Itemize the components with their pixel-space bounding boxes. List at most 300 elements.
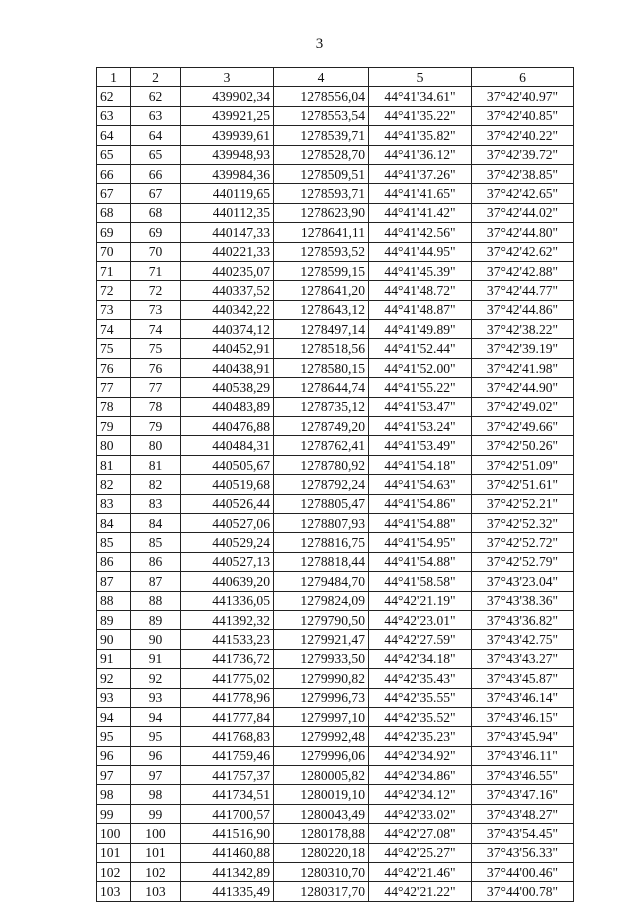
y-coordinate-cell: 1279997,10	[274, 707, 369, 726]
longitude-cell: 37°42'51.61"	[472, 475, 574, 494]
point-number-cell: 96	[97, 746, 131, 765]
x-coordinate-cell: 441460,88	[181, 843, 274, 862]
vertex-number-cell: 91	[131, 649, 181, 668]
y-coordinate-cell: 1278805,47	[274, 494, 369, 513]
x-coordinate-cell: 440112,35	[181, 203, 274, 222]
x-coordinate-cell: 439948,93	[181, 145, 274, 164]
latitude-cell: 44°42'25.27"	[369, 843, 472, 862]
longitude-cell: 37°42'38.22"	[472, 320, 574, 339]
longitude-cell: 37°43'43.27"	[472, 649, 574, 668]
longitude-cell: 37°42'42.65"	[472, 184, 574, 203]
latitude-cell: 44°41'48.72"	[369, 281, 472, 300]
vertex-number-cell: 93	[131, 688, 181, 707]
point-number-cell: 87	[97, 572, 131, 591]
vertex-number-cell: 73	[131, 300, 181, 319]
x-coordinate-cell: 441768,83	[181, 727, 274, 746]
table-row	[97, 242, 574, 261]
table-row	[97, 436, 574, 455]
y-coordinate-cell: 1280019,10	[274, 785, 369, 804]
y-coordinate-cell: 1279933,50	[274, 649, 369, 668]
point-number-cell: 97	[97, 766, 131, 785]
longitude-cell: 37°44'00.46"	[472, 863, 574, 882]
y-coordinate-cell: 1278641,20	[274, 281, 369, 300]
vertex-number-cell: 77	[131, 378, 181, 397]
vertex-number-cell: 67	[131, 184, 181, 203]
longitude-cell: 37°43'48.27"	[472, 804, 574, 823]
longitude-cell: 37°43'46.11"	[472, 746, 574, 765]
longitude-cell: 37°42'39.72"	[472, 145, 574, 164]
latitude-cell: 44°41'54.95"	[369, 533, 472, 552]
vertex-number-cell: 65	[131, 145, 181, 164]
y-coordinate-cell: 1279990,82	[274, 669, 369, 688]
latitude-cell: 44°41'53.47"	[369, 397, 472, 416]
table-row	[97, 223, 574, 242]
longitude-cell: 37°42'52.72"	[472, 533, 574, 552]
longitude-cell: 37°43'45.87"	[472, 669, 574, 688]
longitude-cell: 37°42'39.19"	[472, 339, 574, 358]
table-row	[97, 494, 574, 513]
point-number-cell: 67	[97, 184, 131, 203]
column-header: 2	[131, 68, 181, 87]
y-coordinate-cell: 1280220,18	[274, 843, 369, 862]
latitude-cell: 44°42'33.02"	[369, 804, 472, 823]
x-coordinate-cell: 441392,32	[181, 610, 274, 629]
latitude-cell: 44°42'27.59"	[369, 630, 472, 649]
latitude-cell: 44°42'35.23"	[369, 727, 472, 746]
table-row	[97, 87, 574, 106]
vertex-number-cell: 83	[131, 494, 181, 513]
y-coordinate-cell: 1279921,47	[274, 630, 369, 649]
longitude-cell: 37°42'49.02"	[472, 397, 574, 416]
table-row	[97, 630, 574, 649]
table-row	[97, 688, 574, 707]
x-coordinate-cell: 439902,34	[181, 87, 274, 106]
y-coordinate-cell: 1278593,71	[274, 184, 369, 203]
longitude-cell: 37°43'38.36"	[472, 591, 574, 610]
column-header: 6	[472, 68, 574, 87]
y-coordinate-cell: 1278807,93	[274, 513, 369, 532]
vertex-number-cell: 70	[131, 242, 181, 261]
longitude-cell: 37°43'46.55"	[472, 766, 574, 785]
y-coordinate-cell: 1279824,09	[274, 591, 369, 610]
x-coordinate-cell: 440342,22	[181, 300, 274, 319]
y-coordinate-cell: 1278818,44	[274, 552, 369, 571]
table-row	[97, 669, 574, 688]
point-number-cell: 92	[97, 669, 131, 688]
point-number-cell: 64	[97, 126, 131, 145]
latitude-cell: 44°41'35.82"	[369, 126, 472, 145]
vertex-number-cell: 72	[131, 281, 181, 300]
point-number-cell: 103	[97, 882, 131, 901]
x-coordinate-cell: 440505,67	[181, 455, 274, 474]
vertex-number-cell: 102	[131, 863, 181, 882]
point-number-cell: 65	[97, 145, 131, 164]
coordinates-table	[96, 67, 574, 902]
vertex-number-cell: 90	[131, 630, 181, 649]
table-row	[97, 863, 574, 882]
table-row	[97, 533, 574, 552]
y-coordinate-cell: 1279992,48	[274, 727, 369, 746]
vertex-number-cell: 103	[131, 882, 181, 901]
x-coordinate-cell: 441335,49	[181, 882, 274, 901]
x-coordinate-cell: 439939,61	[181, 126, 274, 145]
y-coordinate-cell: 1278780,92	[274, 455, 369, 474]
latitude-cell: 44°41'36.12"	[369, 145, 472, 164]
vertex-number-cell: 86	[131, 552, 181, 571]
longitude-cell: 37°43'45.94"	[472, 727, 574, 746]
column-header: 4	[274, 68, 369, 87]
latitude-cell: 44°41'54.63"	[369, 475, 472, 494]
y-coordinate-cell: 1280310,70	[274, 863, 369, 882]
point-number-cell: 99	[97, 804, 131, 823]
x-coordinate-cell: 441734,51	[181, 785, 274, 804]
longitude-cell: 37°42'44.86"	[472, 300, 574, 319]
y-coordinate-cell: 1278792,24	[274, 475, 369, 494]
latitude-cell: 44°41'54.18"	[369, 455, 472, 474]
longitude-cell: 37°42'42.62"	[472, 242, 574, 261]
longitude-cell: 37°43'47.16"	[472, 785, 574, 804]
y-coordinate-cell: 1278735,12	[274, 397, 369, 416]
longitude-cell: 37°42'52.32"	[472, 513, 574, 532]
table-row	[97, 707, 574, 726]
table-row	[97, 261, 574, 280]
latitude-cell: 44°41'54.86"	[369, 494, 472, 513]
point-number-cell: 62	[97, 87, 131, 106]
vertex-number-cell: 98	[131, 785, 181, 804]
x-coordinate-cell: 440519,68	[181, 475, 274, 494]
vertex-number-cell: 63	[131, 106, 181, 125]
table-row	[97, 804, 574, 823]
vertex-number-cell: 92	[131, 669, 181, 688]
x-coordinate-cell: 440527,06	[181, 513, 274, 532]
vertex-number-cell: 97	[131, 766, 181, 785]
vertex-number-cell: 64	[131, 126, 181, 145]
longitude-cell: 37°42'44.77"	[472, 281, 574, 300]
longitude-cell: 37°43'46.14"	[472, 688, 574, 707]
table-row	[97, 475, 574, 494]
column-header: 1	[97, 68, 131, 87]
latitude-cell: 44°41'53.24"	[369, 417, 472, 436]
table-row	[97, 358, 574, 377]
y-coordinate-cell: 1278816,75	[274, 533, 369, 552]
point-number-cell: 68	[97, 203, 131, 222]
vertex-number-cell: 95	[131, 727, 181, 746]
x-coordinate-cell: 440476,88	[181, 417, 274, 436]
latitude-cell: 44°42'34.18"	[369, 649, 472, 668]
point-number-cell: 73	[97, 300, 131, 319]
point-number-cell: 82	[97, 475, 131, 494]
x-coordinate-cell: 440119,65	[181, 184, 274, 203]
table-row	[97, 145, 574, 164]
y-coordinate-cell: 1278528,70	[274, 145, 369, 164]
table-row	[97, 378, 574, 397]
table-row	[97, 106, 574, 125]
table-row	[97, 610, 574, 629]
point-number-cell: 70	[97, 242, 131, 261]
vertex-number-cell: 99	[131, 804, 181, 823]
vertex-number-cell: 62	[131, 87, 181, 106]
table-row	[97, 417, 574, 436]
longitude-cell: 37°42'41.98"	[472, 358, 574, 377]
vertex-number-cell: 100	[131, 824, 181, 843]
table-body	[97, 87, 574, 901]
y-coordinate-cell: 1278539,71	[274, 126, 369, 145]
y-coordinate-cell: 1278749,20	[274, 417, 369, 436]
vertex-number-cell: 79	[131, 417, 181, 436]
table-row	[97, 126, 574, 145]
point-number-cell: 71	[97, 261, 131, 280]
vertex-number-cell: 81	[131, 455, 181, 474]
table-row	[97, 591, 574, 610]
vertex-number-cell: 66	[131, 164, 181, 183]
x-coordinate-cell: 439984,36	[181, 164, 274, 183]
vertex-number-cell: 68	[131, 203, 181, 222]
point-number-cell: 86	[97, 552, 131, 571]
table-row	[97, 785, 574, 804]
x-coordinate-cell: 440374,12	[181, 320, 274, 339]
vertex-number-cell: 76	[131, 358, 181, 377]
x-coordinate-cell: 440221,33	[181, 242, 274, 261]
point-number-cell: 69	[97, 223, 131, 242]
x-coordinate-cell: 440483,89	[181, 397, 274, 416]
longitude-cell: 37°43'56.33"	[472, 843, 574, 862]
y-coordinate-cell: 1278599,15	[274, 261, 369, 280]
table-row	[97, 727, 574, 746]
vertex-number-cell: 80	[131, 436, 181, 455]
point-number-cell: 102	[97, 863, 131, 882]
table-row	[97, 203, 574, 222]
x-coordinate-cell: 440529,24	[181, 533, 274, 552]
point-number-cell: 93	[97, 688, 131, 707]
longitude-cell: 37°43'23.04"	[472, 572, 574, 591]
x-coordinate-cell: 440235,07	[181, 261, 274, 280]
longitude-cell: 37°42'52.21"	[472, 494, 574, 513]
longitude-cell: 37°42'40.85"	[472, 106, 574, 125]
y-coordinate-cell: 1278643,12	[274, 300, 369, 319]
x-coordinate-cell: 441700,57	[181, 804, 274, 823]
point-number-cell: 80	[97, 436, 131, 455]
latitude-cell: 44°42'35.55"	[369, 688, 472, 707]
table-row	[97, 320, 574, 339]
latitude-cell: 44°42'35.52"	[369, 707, 472, 726]
longitude-cell: 37°43'42.75"	[472, 630, 574, 649]
x-coordinate-cell: 441775,02	[181, 669, 274, 688]
latitude-cell: 44°42'35.43"	[369, 669, 472, 688]
latitude-cell: 44°42'27.08"	[369, 824, 472, 843]
point-number-cell: 100	[97, 824, 131, 843]
longitude-cell: 37°42'49.66"	[472, 417, 574, 436]
x-coordinate-cell: 440538,29	[181, 378, 274, 397]
x-coordinate-cell: 441336,05	[181, 591, 274, 610]
latitude-cell: 44°41'55.22"	[369, 378, 472, 397]
point-number-cell: 101	[97, 843, 131, 862]
point-number-cell: 90	[97, 630, 131, 649]
point-number-cell: 88	[97, 591, 131, 610]
latitude-cell: 44°41'45.39"	[369, 261, 472, 280]
latitude-cell: 44°41'54.88"	[369, 552, 472, 571]
table-row	[97, 184, 574, 203]
point-number-cell: 91	[97, 649, 131, 668]
latitude-cell: 44°42'21.46"	[369, 863, 472, 882]
latitude-cell: 44°41'41.65"	[369, 184, 472, 203]
x-coordinate-cell: 441778,96	[181, 688, 274, 707]
point-number-cell: 77	[97, 378, 131, 397]
longitude-cell: 37°42'44.80"	[472, 223, 574, 242]
y-coordinate-cell: 1278580,15	[274, 358, 369, 377]
y-coordinate-cell: 1278623,90	[274, 203, 369, 222]
y-coordinate-cell: 1278518,56	[274, 339, 369, 358]
page-number: 3	[315, 36, 324, 52]
latitude-cell: 44°42'21.22"	[369, 882, 472, 901]
longitude-cell: 37°42'52.79"	[472, 552, 574, 571]
table-row	[97, 455, 574, 474]
table-row	[97, 843, 574, 862]
vertex-number-cell: 74	[131, 320, 181, 339]
longitude-cell: 37°42'44.02"	[472, 203, 574, 222]
x-coordinate-cell: 439921,25	[181, 106, 274, 125]
table-header-row	[97, 68, 574, 87]
longitude-cell: 37°42'40.22"	[472, 126, 574, 145]
table-row	[97, 572, 574, 591]
x-coordinate-cell: 441757,37	[181, 766, 274, 785]
y-coordinate-cell: 1280043,49	[274, 804, 369, 823]
latitude-cell: 44°41'52.44"	[369, 339, 472, 358]
latitude-cell: 44°41'58.58"	[369, 572, 472, 591]
latitude-cell: 44°42'34.92"	[369, 746, 472, 765]
point-number-cell: 89	[97, 610, 131, 629]
latitude-cell: 44°41'41.42"	[369, 203, 472, 222]
vertex-number-cell: 78	[131, 397, 181, 416]
longitude-cell: 37°43'36.82"	[472, 610, 574, 629]
latitude-cell: 44°41'52.00"	[369, 358, 472, 377]
longitude-cell: 37°44'00.78"	[472, 882, 574, 901]
point-number-cell: 63	[97, 106, 131, 125]
x-coordinate-cell: 441516,90	[181, 824, 274, 843]
point-number-cell: 79	[97, 417, 131, 436]
y-coordinate-cell: 1279484,70	[274, 572, 369, 591]
y-coordinate-cell: 1278644,74	[274, 378, 369, 397]
vertex-number-cell: 96	[131, 746, 181, 765]
y-coordinate-cell: 1278762,41	[274, 436, 369, 455]
x-coordinate-cell: 441759,46	[181, 746, 274, 765]
point-number-cell: 74	[97, 320, 131, 339]
y-coordinate-cell: 1278556,04	[274, 87, 369, 106]
table-row	[97, 397, 574, 416]
x-coordinate-cell: 441342,89	[181, 863, 274, 882]
y-coordinate-cell: 1278553,54	[274, 106, 369, 125]
vertex-number-cell: 71	[131, 261, 181, 280]
vertex-number-cell: 82	[131, 475, 181, 494]
latitude-cell: 44°41'42.56"	[369, 223, 472, 242]
vertex-number-cell: 89	[131, 610, 181, 629]
latitude-cell: 44°41'35.22"	[369, 106, 472, 125]
x-coordinate-cell: 440526,44	[181, 494, 274, 513]
x-coordinate-cell: 440639,20	[181, 572, 274, 591]
y-coordinate-cell: 1280178,88	[274, 824, 369, 843]
point-number-cell: 98	[97, 785, 131, 804]
latitude-cell: 44°41'53.49"	[369, 436, 472, 455]
latitude-cell: 44°41'44.95"	[369, 242, 472, 261]
y-coordinate-cell: 1278509,51	[274, 164, 369, 183]
longitude-cell: 37°42'38.85"	[472, 164, 574, 183]
point-number-cell: 94	[97, 707, 131, 726]
longitude-cell: 37°42'40.97"	[472, 87, 574, 106]
point-number-cell: 72	[97, 281, 131, 300]
y-coordinate-cell: 1278497,14	[274, 320, 369, 339]
table-row	[97, 339, 574, 358]
x-coordinate-cell: 440452,91	[181, 339, 274, 358]
latitude-cell: 44°42'34.86"	[369, 766, 472, 785]
latitude-cell: 44°41'37.26"	[369, 164, 472, 183]
latitude-cell: 44°41'34.61"	[369, 87, 472, 106]
x-coordinate-cell: 440484,31	[181, 436, 274, 455]
vertex-number-cell: 85	[131, 533, 181, 552]
longitude-cell: 37°43'54.45"	[472, 824, 574, 843]
vertex-number-cell: 75	[131, 339, 181, 358]
vertex-number-cell: 101	[131, 843, 181, 862]
y-coordinate-cell: 1280317,70	[274, 882, 369, 901]
vertex-number-cell: 84	[131, 513, 181, 532]
latitude-cell: 44°41'54.88"	[369, 513, 472, 532]
point-number-cell: 81	[97, 455, 131, 474]
y-coordinate-cell: 1279996,73	[274, 688, 369, 707]
x-coordinate-cell: 440147,33	[181, 223, 274, 242]
latitude-cell: 44°42'34.12"	[369, 785, 472, 804]
table-row	[97, 300, 574, 319]
x-coordinate-cell: 440438,91	[181, 358, 274, 377]
y-coordinate-cell: 1279996,06	[274, 746, 369, 765]
point-number-cell: 78	[97, 397, 131, 416]
table-row	[97, 552, 574, 571]
latitude-cell: 44°41'48.87"	[369, 300, 472, 319]
table-row	[97, 824, 574, 843]
latitude-cell: 44°42'21.19"	[369, 591, 472, 610]
table-row	[97, 746, 574, 765]
y-coordinate-cell: 1278641,11	[274, 223, 369, 242]
point-number-cell: 76	[97, 358, 131, 377]
point-number-cell: 83	[97, 494, 131, 513]
vertex-number-cell: 88	[131, 591, 181, 610]
longitude-cell: 37°42'50.26"	[472, 436, 574, 455]
table-row	[97, 649, 574, 668]
point-number-cell: 84	[97, 513, 131, 532]
column-header: 5	[369, 68, 472, 87]
longitude-cell: 37°42'51.09"	[472, 455, 574, 474]
x-coordinate-cell: 441777,84	[181, 707, 274, 726]
table-row	[97, 281, 574, 300]
vertex-number-cell: 87	[131, 572, 181, 591]
vertex-number-cell: 69	[131, 223, 181, 242]
x-coordinate-cell: 441736,72	[181, 649, 274, 668]
longitude-cell: 37°42'44.90"	[472, 378, 574, 397]
table-row	[97, 766, 574, 785]
latitude-cell: 44°42'23.01"	[369, 610, 472, 629]
column-header: 3	[181, 68, 274, 87]
x-coordinate-cell: 440527,13	[181, 552, 274, 571]
point-number-cell: 95	[97, 727, 131, 746]
point-number-cell: 66	[97, 164, 131, 183]
y-coordinate-cell: 1280005,82	[274, 766, 369, 785]
table-row	[97, 164, 574, 183]
point-number-cell: 85	[97, 533, 131, 552]
table-row	[97, 882, 574, 901]
x-coordinate-cell: 440337,52	[181, 281, 274, 300]
longitude-cell: 37°42'42.88"	[472, 261, 574, 280]
point-number-cell: 75	[97, 339, 131, 358]
longitude-cell: 37°43'46.15"	[472, 707, 574, 726]
y-coordinate-cell: 1278593,52	[274, 242, 369, 261]
vertex-number-cell: 94	[131, 707, 181, 726]
